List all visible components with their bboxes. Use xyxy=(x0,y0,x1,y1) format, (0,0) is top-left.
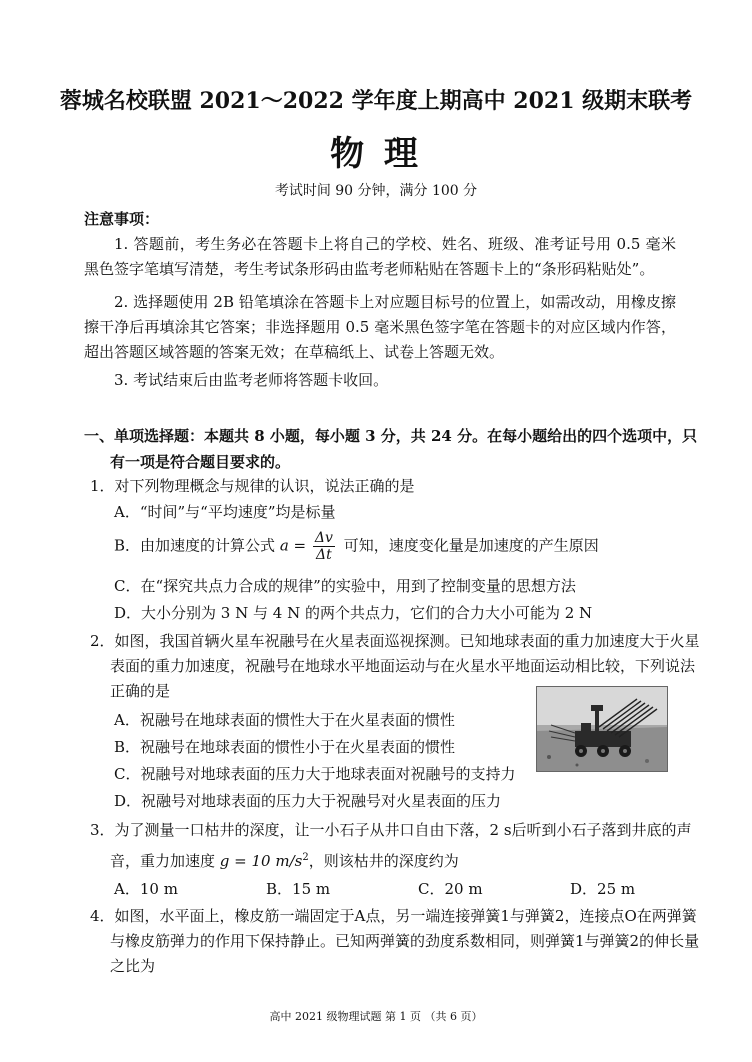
notice-heading: 注意事项： xyxy=(84,210,160,228)
q1-formula-denominator: Δt xyxy=(316,547,332,563)
q3-option-c: C．20 m xyxy=(418,880,483,898)
q1-formula-numerator: Δv xyxy=(314,530,333,546)
mars-rover-photo xyxy=(536,686,668,772)
q4-stem: 4．如图，水平面上，橡皮筋一端固定于A点，另一端连接弹簧1与弹簧2，连接点O在两弹簧与橡皮筋弹力的作用下保持静止。已知两弹簧的劲度系数相同，则弹簧1与弹簧2的伸长量之比为 xyxy=(90,907,700,975)
page-footer: 高中 2021 级物理试题 第 1 页 （共 6 页） xyxy=(269,1010,483,1023)
q1-formula-fraction xyxy=(313,530,335,563)
q1-option-d: D．大小分别为 3 N 与 4 N 的两个共点力，它们的合力大小可能为 2 N xyxy=(114,604,593,622)
q1-option-c: C．在“探究共点力合成的规律”的实验中，用到了控制变量的思想方法 xyxy=(114,577,576,595)
section-1-heading: 一、单项选择题：本题共 8 小题，每小题 3 分，共 24 分。在每小题给出的四个选项中，只有一项是符合题目要求的。 xyxy=(84,427,698,471)
q2-option-a: A．祝融号在地球表面的惯性大于在火星表面的惯性 xyxy=(114,711,455,729)
q2-option-b: B．祝融号在地球表面的惯性小于在火星表面的惯性 xyxy=(114,738,456,756)
q3-option-b: B．15 m xyxy=(266,880,331,898)
q1-option-b-suffix: 可知，速度变化量是加速度的产生原因 xyxy=(343,536,599,555)
q3-option-d: D．25 m xyxy=(570,880,636,898)
q3-option-a: A．10 m xyxy=(114,880,178,898)
q2-option-d: D．祝融号对地球表面的压力大于祝融号对火星表面的压力 xyxy=(114,792,502,810)
notice-item-2: 2. 选择题使用 2B 铅笔填涂在答题卡上对应题目标号的位置上，如需改动，用橡皮擦擦干净后再填涂其它答案；非选择题用 0.5 毫米黑色签字笔在答题卡的对应区域内作答，超出答题区域答题的答案无效；在草稿纸上、试卷上答题无效。 xyxy=(84,293,676,361)
q3-stem xyxy=(90,816,700,875)
exam-title: 蓉城名校联盟 2021～2022 学年度上期高中 2021 级期末联考 xyxy=(59,88,693,114)
q3-gravity-expression: g = 10 m/s xyxy=(219,852,303,870)
notice-item-3: 3. 考试结束后由监考老师将答题卡收回。 xyxy=(114,371,389,389)
q3-stem-prefix: 3．为了测量一口枯井的深度，让一小石子从井口自由下落，2 s后听到小石子落到井底的声音，重力加速度 xyxy=(90,821,692,870)
q1-option-a: A．“时间”与“平均速度”均是标量 xyxy=(114,503,336,521)
q1-option-b-prefix: B．由加速度的计算公式 xyxy=(114,536,276,555)
subject-heading: 物 理 xyxy=(330,134,422,174)
rover-illustration xyxy=(537,687,667,771)
q1-option-b xyxy=(114,530,599,563)
exam-time-line: 考试时间 90 分钟，满分 100 分 xyxy=(274,183,478,199)
q3-stem-suffix: ，则该枯井的深度约为 xyxy=(308,852,459,870)
q1-formula-lhs: a = xyxy=(279,536,307,555)
q2-stem: 2．如图，我国首辆火星车祝融号在火星表面巡视探测。已知地球表面的重力加速度大于火星表面的重力加速度，祝融号在地球水平地面运动与在火星水平地面运动相比较，下列说法正确的是 xyxy=(90,632,700,700)
q3-gravity-exponent: 2 xyxy=(302,852,309,863)
notice-item-1: 1. 答题前，考生务必在答题卡上将自己的学校、姓名、班级、准考证号用 0.5 毫米黑色签字笔填写清楚，考生考试条形码由监考老师粘贴在答题卡上的“条形码粘贴处”。 xyxy=(84,235,676,278)
q2-option-c: C．祝融号对地球表面的压力大于地球表面对祝融号的支持力 xyxy=(114,765,516,783)
q1-stem: 1．对下列物理概念与规律的认识，说法正确的是 xyxy=(90,477,415,495)
